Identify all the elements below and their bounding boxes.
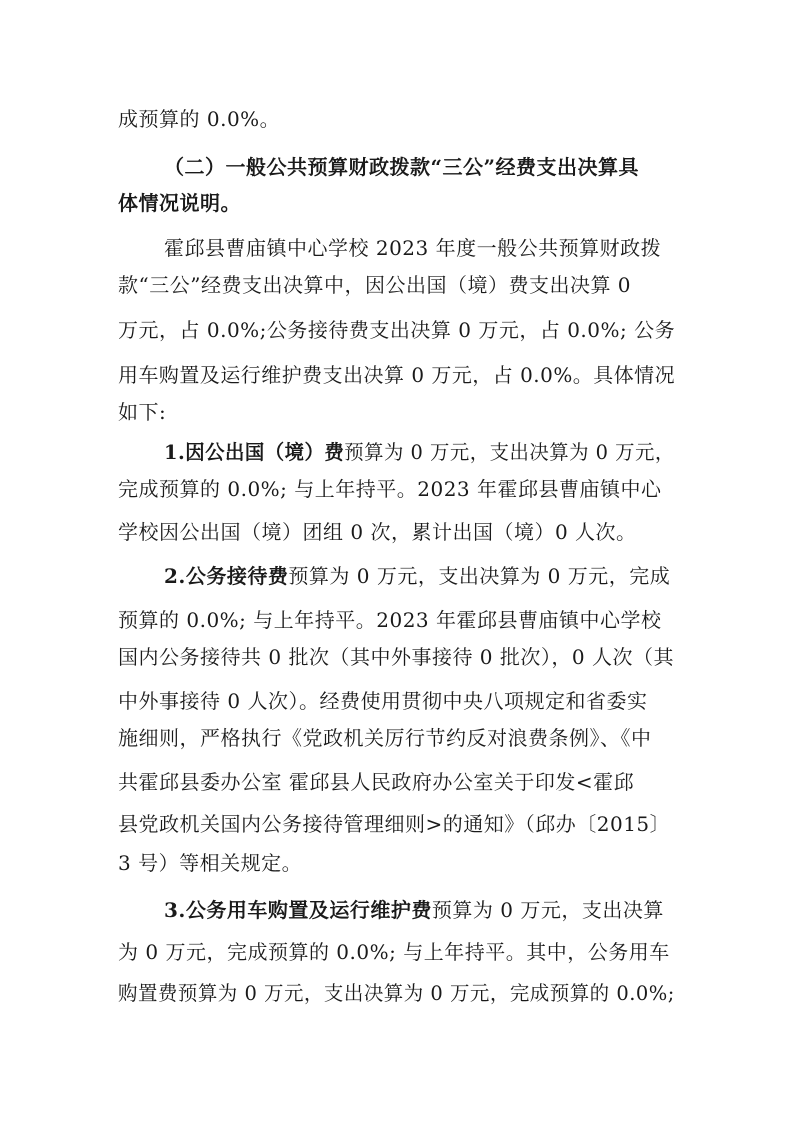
item-1-line-1-text: 预算为 0 万元，支出决算为 0 万元， (344, 440, 675, 464)
item-2-line-7: 县党政机关国内公务接待管理细则>的通知》（邱办〔2015〕 (118, 812, 671, 836)
item-2-line-2: 预算的 0.0%; 与上年持平。2023 年霍邱县曹庙镇中心学校 (118, 608, 662, 632)
summary-line-3: 万元，占 0.0%;公务接待费支出决算 0 万元，占 0.0%; 公务 (118, 318, 676, 342)
item-3-line-2: 为 0 万元，完成预算的 0.0%; 与上年持平。其中，公务用车 (118, 940, 670, 964)
item-2-line-8: 3 号）等相关规定。 (118, 851, 303, 875)
item-2-label: 2.公务接待费 (164, 564, 289, 588)
item-1-line-2: 完成预算的 0.0%; 与上年持平。2023 年霍邱县曹庙镇中心 (118, 477, 662, 501)
item-2-line-3: 国内公务接待共 0 批次（其中外事接待 0 批次），0 人次（其 (118, 645, 674, 669)
item-3-line-3: 购置费预算为 0 万元，支出决算为 0 万元，完成预算的 0.0%; (118, 981, 675, 1005)
item-3-line-1 (164, 898, 664, 922)
item-2-line-5: 施细则，严格执行《党政机关厉行节约反对浪费条例》、《中 (118, 726, 652, 750)
item-2-line-1 (164, 564, 670, 588)
item-3-label: 3.公务用车购置及运行维护费 (164, 898, 432, 922)
summary-line-4: 用车购置及运行维护费支出决算 0 万元，占 0.0%。具体情况 (118, 363, 676, 387)
item-2-line-1-text: 预算为 0 万元，支出决算为 0 万元，完成 (288, 564, 671, 588)
summary-line-1: 霍邱县曹庙镇中心学校 2023 年度一般公共预算财政拨 (164, 236, 662, 260)
item-1-line-1 (164, 440, 675, 464)
summary-line-2: 款“三公”经费支出决算中，因公出国（境）费支出决算 0 (118, 273, 632, 297)
section-heading-line-1: （二）一般公共预算财政拨款“三公”经费支出决算具 (164, 155, 640, 179)
summary-line-5: 如下: (118, 400, 167, 424)
item-1-label: 1.因公出国（境）费 (164, 440, 345, 464)
intro-tail-line: 成预算的 0.0%。 (118, 107, 281, 131)
item-3-line-1-text: 预算为 0 万元，支出决算 (431, 898, 664, 922)
item-2-line-4: 中外事接待 0 人次）。经费使用贯彻中央八项规定和省委实 (118, 689, 648, 713)
item-1-line-3: 学校因公出国（境）团组 0 次，累计出国（境）0 人次。 (118, 520, 637, 544)
section-heading-line-2: 体情况说明。 (118, 191, 241, 215)
item-2-line-6: 共霍邱县委办公室 霍邱县人民政府办公室关于印发<霍邱 (118, 770, 635, 794)
